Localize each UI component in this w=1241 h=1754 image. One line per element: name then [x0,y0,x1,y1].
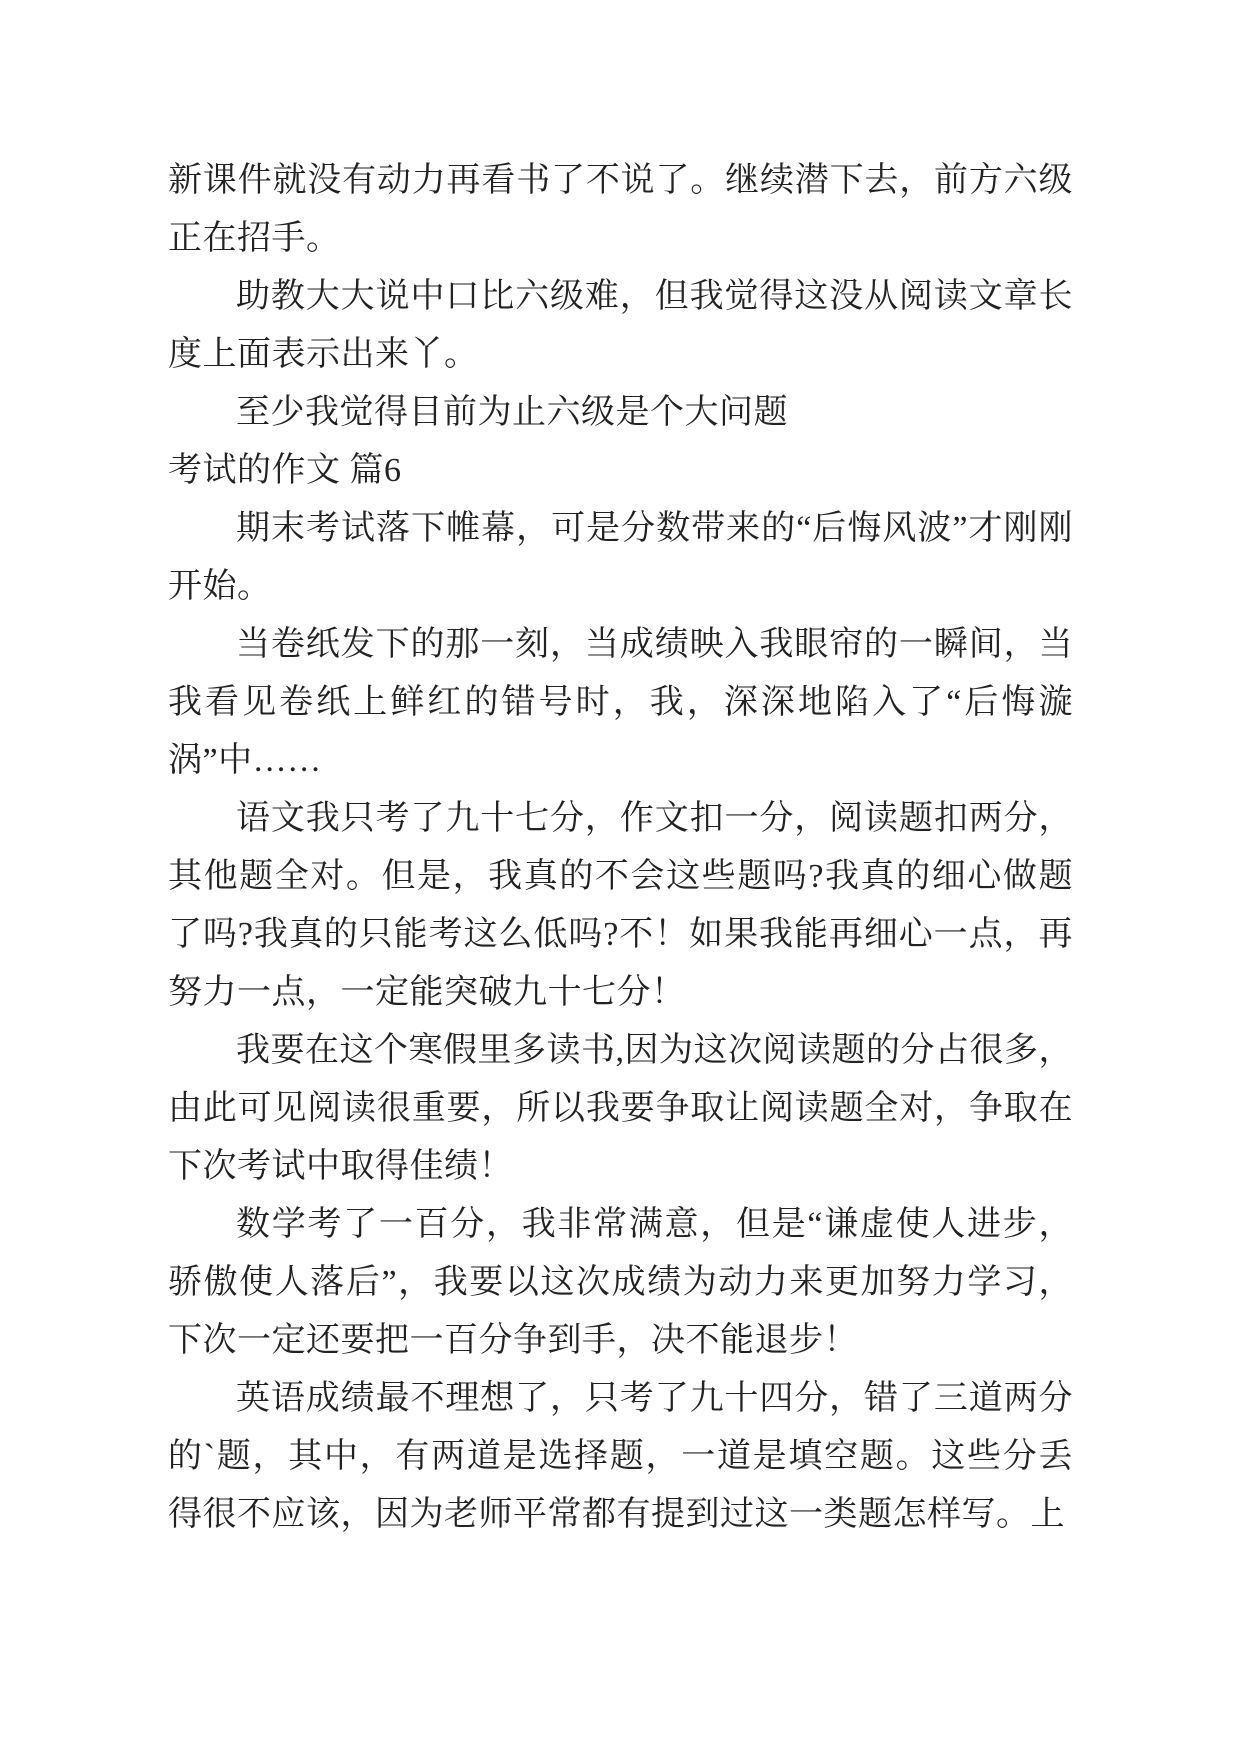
paragraph: 新课件就没有动力再看书了不说了。继续潜下去，前方六级正在招手。 [168,162,1073,257]
section-heading: 考试的作文 篇6 [168,452,402,489]
paragraph: 我要在这个寒假里多读书,因为这次阅读题的分占很多，由此可见阅读很重要，所以我要争取让阅读题全对，争取在下次考试中取得佳绩！ [168,1032,1073,1185]
paragraph: 英语成绩最不理想了，只考了九十四分，错了三道两分的`题，其中，有两道是选择题，一道是填空题。这些分丢得很不应该，因为老师平常都有提到过这一类题怎样写。上 [168,1380,1073,1533]
essay-content [168,152,1073,1544]
paragraph: 语文我只考了九十七分，作文扣一分，阅读题扣两分，其他题全对。但是，我真的不会这些题吗?我真的细心做题了吗?我真的只能考这么低吗?不！如果我能再细心一点，再努力一点，一定能突破九十七分！ [168,800,1073,1011]
paragraph: 数学考了一百分，我非常满意，但是“谦虚使人进步，骄傲使人落后”，我要以这次成绩为动力来更加努力学习，下次一定还要把一百分争到手，决不能退步！ [168,1206,1073,1359]
paragraph: 期末考试落下帷幕，可是分数带来的“后悔风波”才刚刚开始。 [168,510,1073,605]
paragraph: 至少我觉得目前为止六级是个大问题 [236,394,788,431]
paragraph: 助教大大说中口比六级难，但我觉得这没从阅读文章长度上面表示出来丫。 [168,278,1073,373]
paragraph: 当卷纸发下的那一刻，当成绩映入我眼帘的一瞬间，当我看见卷纸上鲜红的错号时，我，深深地陷入了“后悔漩涡”中…… [168,626,1073,779]
